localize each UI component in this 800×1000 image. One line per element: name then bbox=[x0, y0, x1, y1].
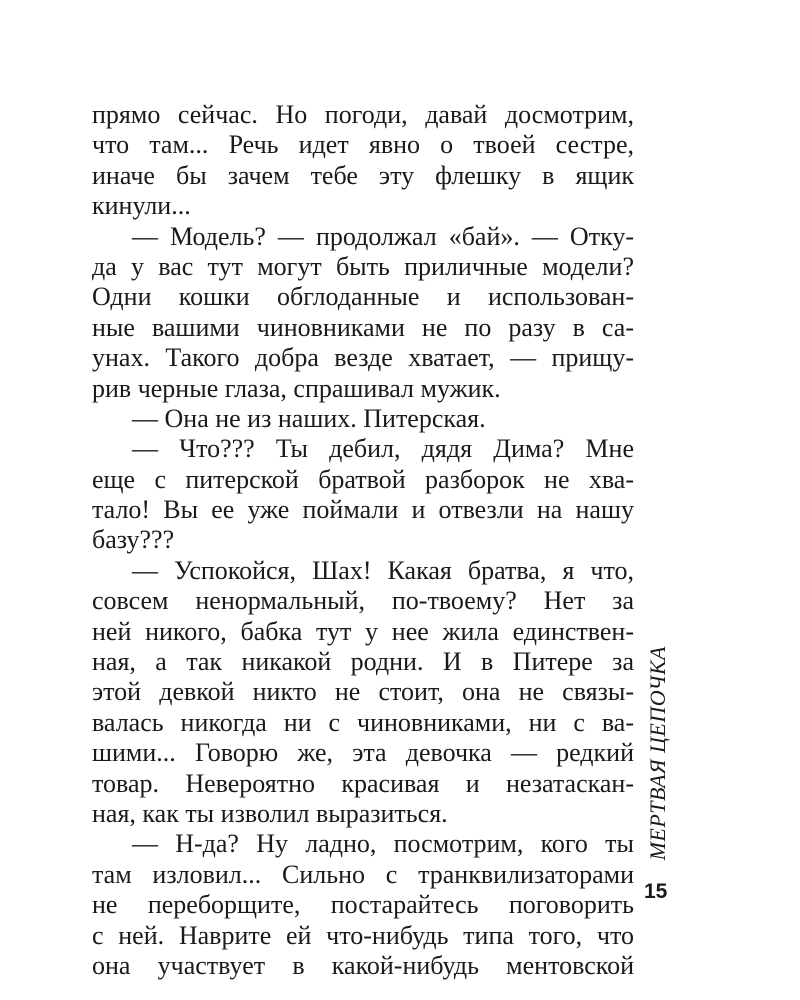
text-line: да у вас тут могут быть приличные модели? bbox=[92, 251, 634, 281]
text-line: — Модель? — продолжал «бай». — Отку- bbox=[132, 221, 634, 251]
text-line: прямо сейчас. Но погоди, давай досмотрим, bbox=[92, 100, 634, 129]
text-line: — Успокойся, Шах! Какая братва, я что, bbox=[132, 555, 634, 585]
text-line: она участвует в какой-нибудь ментовской bbox=[92, 950, 634, 980]
text-line: унах. Такого добра везде хватает, — прищу- bbox=[92, 343, 634, 373]
text-line: еще с питерской братвой разборок не хва- bbox=[92, 464, 634, 494]
text-line: рив черные глаза, спрашивал мужик. bbox=[92, 373, 501, 403]
text-line: Одни кошки обглоданные и использован- bbox=[92, 282, 634, 312]
text-line: этой девкой никто не стоит, она не связы- bbox=[92, 677, 634, 707]
body-text bbox=[92, 100, 634, 981]
text-line: там изловил... Сильно с транквилизаторами bbox=[92, 859, 634, 889]
text-line: валась никогда ни с чиновниками, ни с ва- bbox=[92, 707, 634, 737]
running-title-text: МЕРТВАЯ ЦЕПОЧКА bbox=[645, 645, 670, 860]
text-line: ная, а так никакой родни. И в Питере за bbox=[92, 647, 634, 677]
text-line: — Что??? Ты дебил, дядя Дима? Мне bbox=[132, 434, 634, 464]
text-line: тало! Вы ее уже поймали и отвезли на нашу bbox=[92, 495, 634, 525]
text-line: базу??? bbox=[92, 525, 175, 555]
text-line: ней никого, бабка тут у нее жила единствен- bbox=[92, 616, 634, 646]
text-line: ная, как ты изволил выразиться. bbox=[92, 798, 448, 828]
running-title bbox=[640, 645, 676, 870]
text-line: иначе бы зачем тебе эту флешку в ящик bbox=[92, 160, 634, 190]
text-line: с ней. Наврите ей что-нибудь типа того, что bbox=[92, 920, 634, 950]
text-line: — Она не из наших. Питерская. bbox=[132, 403, 486, 433]
page-number: 15 bbox=[644, 880, 668, 903]
text-line: — Н-да? Ну ладно, посмотрим, кого ты bbox=[132, 829, 634, 859]
text-line: шими... Говорю же, эта девочка — редкий bbox=[92, 738, 634, 768]
text-line: совсем ненормальный, по-твоему? Нет за bbox=[92, 586, 634, 616]
text-line: что там... Речь идет явно о твоей сестре, bbox=[92, 130, 634, 160]
text-line: товар. Невероятно красивая и незатаскан- bbox=[92, 768, 634, 798]
text-line: не переборщите, постарайтесь поговорить bbox=[92, 890, 634, 920]
text-line: кинули... bbox=[92, 191, 191, 221]
text-line: ные вашими чиновниками не по разу в са- bbox=[92, 312, 634, 342]
